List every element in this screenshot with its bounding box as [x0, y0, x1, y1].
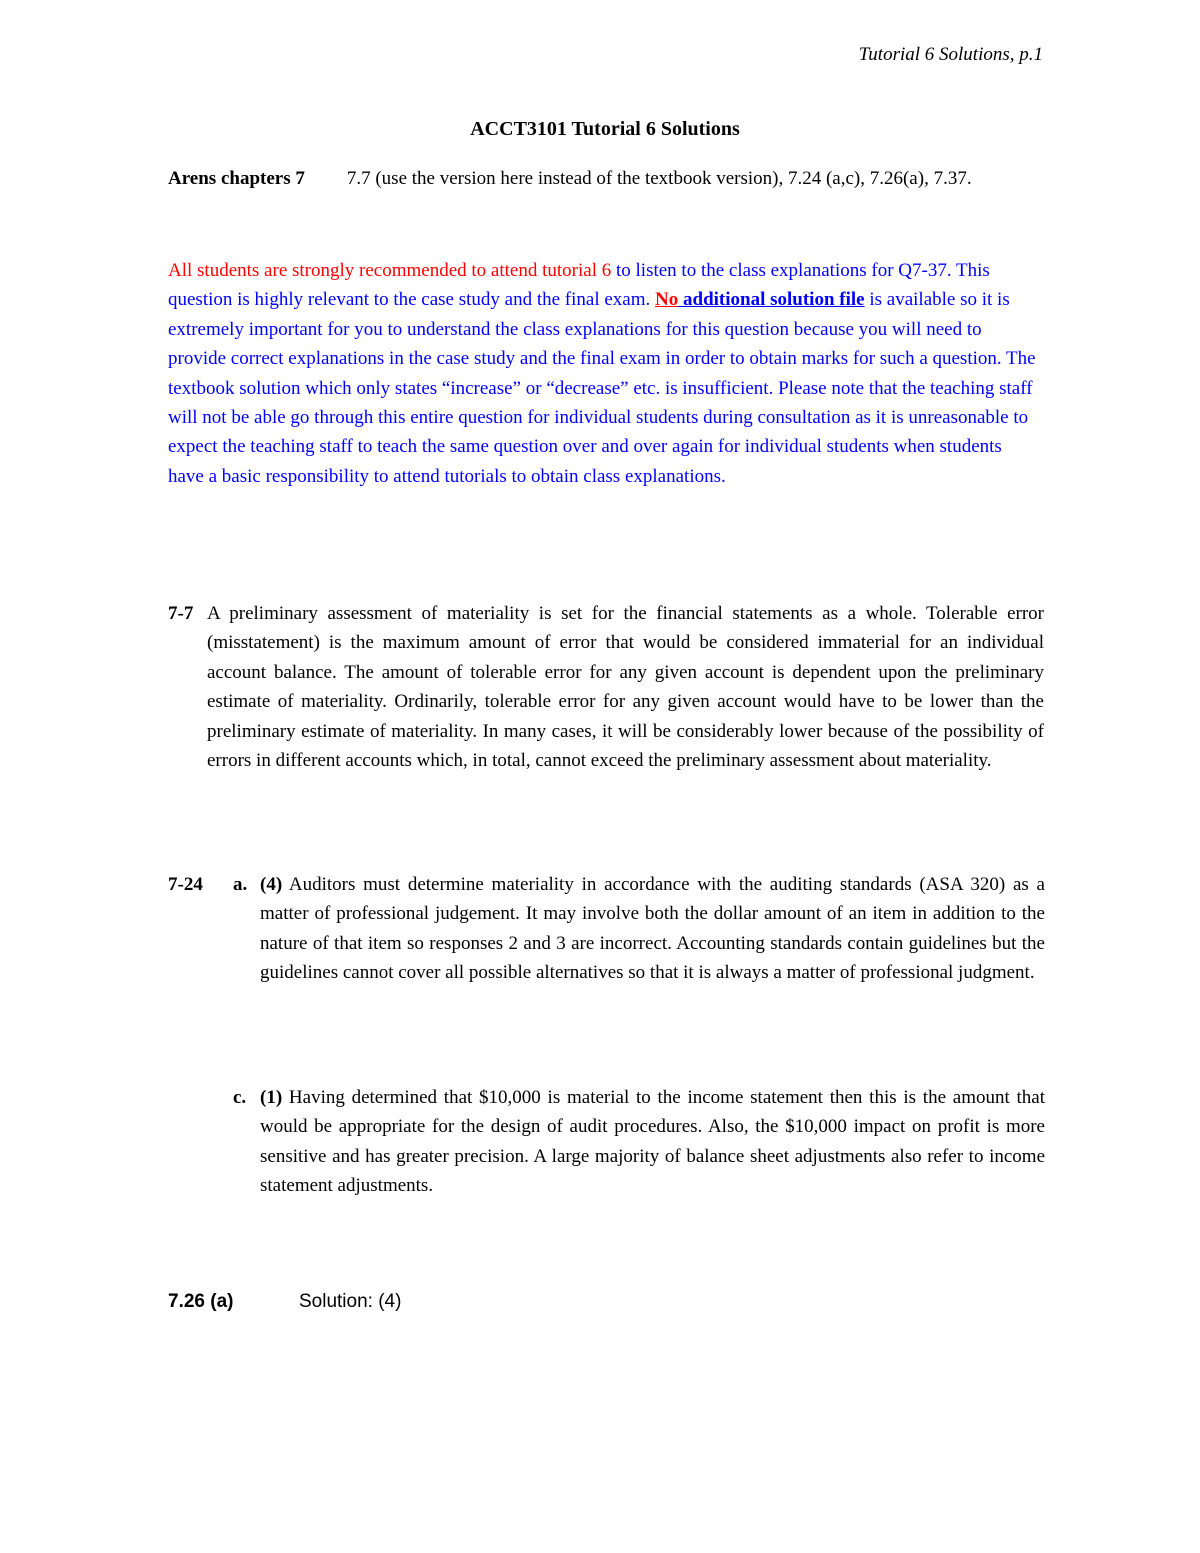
question-7-24-number: 7-24 — [168, 874, 203, 895]
running-header: Tutorial 6 Solutions, p.1 — [858, 44, 1043, 65]
part-a-letter: a. — [233, 874, 248, 895]
notice-red-text: All students are strongly recommended to attend tutorial 6 — [168, 260, 612, 281]
notice-no-word: No — [655, 289, 679, 311]
question-7-24-part-a — [233, 870, 1045, 988]
document-title: ACCT3101 Tutorial 6 Solutions — [470, 118, 740, 140]
question-7-7 — [168, 599, 1044, 775]
part-c-letter: c. — [233, 1087, 247, 1108]
question-7-24-part-c — [233, 1083, 1045, 1201]
part-a-text: Auditors must determine materiality in accordance with the auditing standards (ASA 320) as a matter of professional judgement. It may involve both the dollar amount of an item in addition to the nature of that item so responses 2 and 3 are incorrect. Accounting standards contain guidelines but the guidelines cannot cover all possible alternatives so that it is always a matter of professional judgment. — [260, 874, 1045, 984]
assignment-text: 7.7 (use the version here instead of the textbook version), 7.24 (a,c), 7.26(a), 7.37. — [346, 168, 972, 189]
assignment-line — [168, 164, 1038, 194]
question-7-7-answer: A preliminary assessment of materiality is set for the financial statements as a whole. Tolerable error (misstatement) is the maximum amount of error that would be considered immaterial for an individual account balance. The amount of tolerable error for any given account is dependent upon the preliminary estimate of materiality. Ordinarily, tolerable error for any given account would have to be lower than the preliminary estimate of materiality. In many cases, it will be considerably lower because of the possibility of errors in different accounts which, in total, cannot exceed the preliminary assessment about materiality. — [207, 603, 1044, 772]
notice-additional-solution-file: additional solution file — [678, 289, 865, 311]
part-a-score: (4) — [260, 874, 283, 895]
question-7-26-number: 7.26 (a) — [168, 1291, 234, 1312]
question-7-26-solution: Solution: (4) — [299, 1291, 402, 1312]
part-c-text: Having determined that $10,000 is material to the income statement then this is the amount that would be appropriate for the design of audit procedures. Also, the $10,000 impact on profit is more sensitive and has greater precision. A large majority of balance sheet adjustments also refer to income statement adjustments. — [260, 1087, 1045, 1197]
question-7-26 — [168, 1287, 401, 1316]
notice-blue-text-1: to listen to the class explanations for Q7-37. This question is highly relevant to the case study and the final exam. — [168, 260, 990, 311]
attendance-notice — [168, 256, 1040, 491]
assignment-label: Arens chapters 7 — [168, 168, 305, 189]
part-c-score: (1) — [260, 1087, 283, 1108]
question-7-7-number: 7-7 — [168, 603, 194, 624]
notice-blue-text-2: is available so it is extremely important for you to understand the class explanations for this question because you will need to provide correct explanations in the case study and the final exam in order to obtain marks for such a question. The textbook solution which only states “increase” or “decrease” etc. is insufficient. Please note that the teaching staff will not be able go through this entire question for individual students during consultation as it is unreasonable to expect the teaching staff to teach the same question over and over again for individual students when students have a basic responsibility to attend tutorials to obtain class explanations. — [168, 289, 1036, 487]
